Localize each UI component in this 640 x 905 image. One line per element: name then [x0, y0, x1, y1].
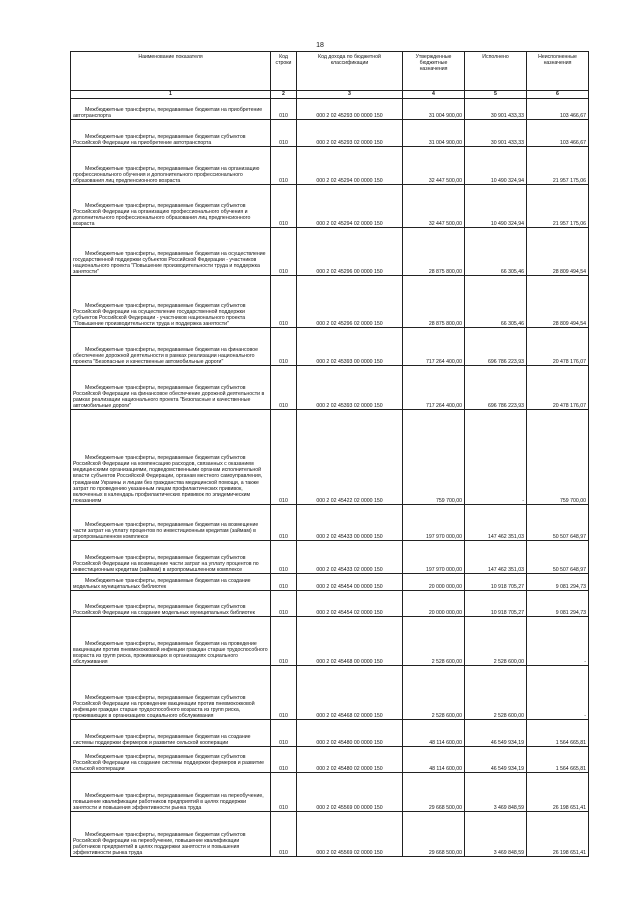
line-code-cell: 010: [271, 666, 297, 720]
budget-code-cell: 000 2 02 45293 00 0000 150: [297, 99, 403, 120]
table-row: [71, 591, 589, 617]
approved-amount-cell: 28 875 800,00: [403, 276, 465, 328]
unexecuted-amount-cell: 28 809 494,54: [527, 228, 589, 276]
executed-amount-cell: 147 462 351,03: [465, 541, 527, 574]
approved-amount-cell: 29 668 500,00: [403, 773, 465, 812]
executed-amount-cell: 2 528 600,00: [465, 666, 527, 720]
line-code-cell: 010: [271, 120, 297, 147]
line-code-cell: 010: [271, 410, 297, 505]
table-row: [71, 228, 589, 276]
executed-amount-cell: 696 786 223,93: [465, 328, 527, 366]
executed-amount-cell: 30 901 433,33: [465, 120, 527, 147]
indicator-name-cell: Межбюджетные трансферты, передаваемые бюджетам на организацию профессионального обучения и дополнительного профессионального образования лиц предпенсионного возраста: [71, 147, 271, 185]
unexecuted-amount-cell: 759 700,00: [527, 410, 589, 505]
approved-amount-cell: 48 114 600,00: [403, 720, 465, 747]
header-row: [71, 52, 589, 91]
unexecuted-amount-cell: 20 478 176,07: [527, 328, 589, 366]
column-number: 2: [271, 91, 297, 99]
table-row: [71, 328, 589, 366]
line-code-cell: 010: [271, 591, 297, 617]
line-code-cell: 010: [271, 185, 297, 228]
line-code-cell: 010: [271, 99, 297, 120]
indicator-name-cell: Межбюджетные трансферты, передаваемые бюджетам субъектов Российской Федерации на финансовое обеспечение дорожной деятельности в рамках реализации национального проекта "Безопасные и качественные автомобильные дороги": [71, 366, 271, 410]
executed-amount-cell: 30 901 433,33: [465, 99, 527, 120]
indicator-name-cell: Межбюджетные трансферты, передаваемые бюджетам на приобретение автотранспорта: [71, 99, 271, 120]
indicator-name-cell: Межбюджетные трансферты, передаваемые бюджетам субъектов Российской Федерации на проведение вакцинации против пневмококковой инфекции граждан старше трудоспособного возраста из групп риска, проживающих в организациях социального обслуживания: [71, 666, 271, 720]
unexecuted-amount-cell: -: [527, 617, 589, 666]
executed-amount-cell: 10 918 705,27: [465, 591, 527, 617]
executed-amount-cell: 696 786 223,93: [465, 366, 527, 410]
approved-amount-cell: 717 264 400,00: [403, 328, 465, 366]
budget-code-cell: 000 2 02 45393 00 0000 150: [297, 328, 403, 366]
approved-amount-cell: 29 668 500,00: [403, 812, 465, 857]
header-line-code: Код строки: [271, 52, 297, 91]
indicator-name-cell: Межбюджетные трансферты, передаваемые бюджетам на создание системы поддержки фермеров и развитие сельской кооперации: [71, 720, 271, 747]
line-code-cell: 010: [271, 617, 297, 666]
budget-code-cell: 000 2 02 45294 00 0000 150: [297, 147, 403, 185]
budget-execution-table: [70, 51, 589, 857]
budget-code-cell: 000 2 02 45433 00 0000 150: [297, 505, 403, 541]
approved-amount-cell: 717 264 400,00: [403, 366, 465, 410]
table-row: [71, 366, 589, 410]
table-row: [71, 505, 589, 541]
unexecuted-amount-cell: 50 507 648,97: [527, 505, 589, 541]
table-row: [71, 99, 589, 120]
budget-code-cell: 000 2 02 45433 02 0000 150: [297, 541, 403, 574]
executed-amount-cell: 10 918 705,27: [465, 574, 527, 591]
budget-code-cell: 000 2 02 45296 02 0000 150: [297, 276, 403, 328]
line-code-cell: 010: [271, 747, 297, 773]
indicator-name-cell: Межбюджетные трансферты, передаваемые бюджетам субъектов Российской Федерации на приобретение автотранспорта: [71, 120, 271, 147]
approved-amount-cell: 2 528 600,00: [403, 666, 465, 720]
line-code-cell: 010: [271, 574, 297, 591]
table-row: [71, 720, 589, 747]
unexecuted-amount-cell: 21 957 175,06: [527, 147, 589, 185]
approved-amount-cell: 48 114 600,00: [403, 747, 465, 773]
unexecuted-amount-cell: 50 507 648,97: [527, 541, 589, 574]
table-row: [71, 410, 589, 505]
budget-code-cell: 000 2 02 45454 00 0000 150: [297, 574, 403, 591]
unexecuted-amount-cell: 9 081 294,73: [527, 591, 589, 617]
table-row: [71, 120, 589, 147]
executed-amount-cell: 10 490 324,94: [465, 147, 527, 185]
budget-code-cell: 000 2 02 45294 02 0000 150: [297, 185, 403, 228]
executed-amount-cell: 147 462 351,03: [465, 505, 527, 541]
approved-amount-cell: 32 447 500,00: [403, 185, 465, 228]
indicator-name-cell: Межбюджетные трансферты, передаваемые бюджетам субъектов Российской Федерации на организацию профессионального обучения и дополнительного профессионального образования лиц предпенсионного возраста: [71, 185, 271, 228]
budget-code-cell: 000 2 02 45468 02 0000 150: [297, 666, 403, 720]
column-number: 1: [71, 91, 271, 99]
indicator-name-cell: Межбюджетные трансферты, передаваемые бюджетам на проведение вакцинации против пневмококковой инфекции граждан старше трудоспособного возраста из групп риска, проживающих в организациях социального обслуживания: [71, 617, 271, 666]
unexecuted-amount-cell: 26 198 651,41: [527, 812, 589, 857]
executed-amount-cell: 2 528 600,00: [465, 617, 527, 666]
indicator-name-cell: Межбюджетные трансферты, передаваемые бюджетам на возмещение части затрат на уплату процентов по инвестиционным кредитам (займам) в агропромышленном комплексе: [71, 505, 271, 541]
approved-amount-cell: 2 528 600,00: [403, 617, 465, 666]
unexecuted-amount-cell: 1 564 665,81: [527, 720, 589, 747]
table-row: [71, 773, 589, 812]
unexecuted-amount-cell: 20 478 176,07: [527, 366, 589, 410]
header-budget-code: Код дохода по бюджетной классификации: [297, 52, 403, 91]
table-row: [71, 147, 589, 185]
approved-amount-cell: 31 004 900,00: [403, 120, 465, 147]
approved-amount-cell: 20 000 000,00: [403, 591, 465, 617]
budget-code-cell: 000 2 02 45569 00 0000 150: [297, 773, 403, 812]
line-code-cell: 010: [271, 773, 297, 812]
executed-amount-cell: 46 549 934,19: [465, 747, 527, 773]
line-code-cell: 010: [271, 147, 297, 185]
executed-amount-cell: 3 469 848,59: [465, 812, 527, 857]
header-indicator-name: Наименование показателя: [71, 52, 271, 91]
approved-amount-cell: 197 970 000,00: [403, 541, 465, 574]
table-row: [71, 276, 589, 328]
budget-code-cell: 000 2 02 45480 00 0000 150: [297, 720, 403, 747]
budget-code-cell: 000 2 02 45293 02 0000 150: [297, 120, 403, 147]
executed-amount-cell: 10 490 324,94: [465, 185, 527, 228]
budget-code-cell: 000 2 02 45468 00 0000 150: [297, 617, 403, 666]
approved-amount-cell: 197 970 000,00: [403, 505, 465, 541]
header-approved: Утвержденные бюджетные назначения: [403, 52, 465, 91]
approved-amount-cell: 20 000 000,00: [403, 574, 465, 591]
budget-code-cell: 000 2 02 45296 00 0000 150: [297, 228, 403, 276]
budget-code-cell: 000 2 02 45454 02 0000 150: [297, 591, 403, 617]
line-code-cell: 010: [271, 328, 297, 366]
indicator-name-cell: Межбюджетные трансферты, передаваемые бюджетам субъектов Российской Федерации на создание модельных муниципальных библиотек: [71, 591, 271, 617]
indicator-name-cell: Межбюджетные трансферты, передаваемые бюджетам на осуществление государственной поддержки субъектов Российской Федерации - участников национального проекта "Повышение производительности труда и поддержка занятости": [71, 228, 271, 276]
unexecuted-amount-cell: -: [527, 666, 589, 720]
table-row: [71, 541, 589, 574]
executed-amount-cell: 66 305,46: [465, 228, 527, 276]
approved-amount-cell: 759 700,00: [403, 410, 465, 505]
approved-amount-cell: 31 004 900,00: [403, 99, 465, 120]
executed-amount-cell: 66 305,46: [465, 276, 527, 328]
line-code-cell: 010: [271, 541, 297, 574]
budget-code-cell: 000 2 02 45480 02 0000 150: [297, 747, 403, 773]
budget-code-cell: 000 2 02 45393 02 0000 150: [297, 366, 403, 410]
indicator-name-cell: Межбюджетные трансферты, передаваемые бюджетам субъектов Российской Федерации на компенсацию расходов, связанных с оказанием медицинскими организациями, подведомственными органам исполнительной власти субъектов Российской Федерации, органам местного самоуправления, гражданам Украины и лицам без гражданства медицинской помощи, а также затрат по проведению указанным лицам профилактических прививок, включенных в календарь профилактических прививок по эпидемическим показаниям: [71, 410, 271, 505]
indicator-name-cell: Межбюджетные трансферты, передаваемые бюджетам субъектов Российской Федерации на осуществление государственной поддержки субъектов Российской Федерации - участников национального проекта "Повышение производительности труда и поддержка занятости": [71, 276, 271, 328]
line-code-cell: 010: [271, 505, 297, 541]
unexecuted-amount-cell: 21 957 175,06: [527, 185, 589, 228]
unexecuted-amount-cell: 103 466,67: [527, 99, 589, 120]
indicator-name-cell: Межбюджетные трансферты, передаваемые бюджетам субъектов Российской Федерации на переобучение, повышение квалификации работников предприятий в целях поддержки занятости и повышения эффективности рынка труда: [71, 812, 271, 857]
column-number: 4: [403, 91, 465, 99]
approved-amount-cell: 28 875 800,00: [403, 228, 465, 276]
table-row: [71, 747, 589, 773]
column-number: 6: [527, 91, 589, 99]
line-code-cell: 010: [271, 276, 297, 328]
page-number: 18: [316, 42, 324, 49]
table-row: [71, 666, 589, 720]
budget-code-cell: 000 2 02 45569 02 0000 150: [297, 812, 403, 857]
table-row: [71, 812, 589, 857]
unexecuted-amount-cell: 103 466,67: [527, 120, 589, 147]
indicator-name-cell: Межбюджетные трансферты, передаваемые бюджетам субъектов Российской Федерации на создание системы поддержки фермеров и развитие сельской кооперации: [71, 747, 271, 773]
executed-amount-cell: -: [465, 410, 527, 505]
indicator-name-cell: Межбюджетные трансферты, передаваемые бюджетам субъектов Российской Федерации на возмещение части затрат на уплату процентов по инвестиционным кредитам (займам) в агропромышленном комплексе: [71, 541, 271, 574]
indicator-name-cell: Межбюджетные трансферты, передаваемые бюджетам на создание модельных муниципальных библиотек: [71, 574, 271, 591]
line-code-cell: 010: [271, 228, 297, 276]
line-code-cell: 010: [271, 812, 297, 857]
table-row: [71, 617, 589, 666]
header-unexecuted: Неисполненные назначения: [527, 52, 589, 91]
unexecuted-amount-cell: 26 198 651,41: [527, 773, 589, 812]
executed-amount-cell: 46 549 934,19: [465, 720, 527, 747]
column-number: 5: [465, 91, 527, 99]
header-executed: Исполнено: [465, 52, 527, 91]
indicator-name-cell: Межбюджетные трансферты, передаваемые бюджетам на переобучение, повышение квалификации работников предприятий в целях поддержки занятости и повышения эффективности рынка труда: [71, 773, 271, 812]
table-row: [71, 574, 589, 591]
budget-code-cell: 000 2 02 45422 02 0000 150: [297, 410, 403, 505]
line-code-cell: 010: [271, 366, 297, 410]
unexecuted-amount-cell: 1 564 665,81: [527, 747, 589, 773]
column-number: 3: [297, 91, 403, 99]
executed-amount-cell: 3 469 848,59: [465, 773, 527, 812]
line-code-cell: 010: [271, 720, 297, 747]
unexecuted-amount-cell: 28 809 494,54: [527, 276, 589, 328]
table-row: [71, 185, 589, 228]
unexecuted-amount-cell: 9 081 294,73: [527, 574, 589, 591]
approved-amount-cell: 32 447 500,00: [403, 147, 465, 185]
indicator-name-cell: Межбюджетные трансферты, передаваемые бюджетам на финансовое обеспечение дорожной деятельности в рамках реализации национального проекта "Безопасные и качественные автомобильные дороги": [71, 328, 271, 366]
column-number-row: [71, 91, 589, 99]
